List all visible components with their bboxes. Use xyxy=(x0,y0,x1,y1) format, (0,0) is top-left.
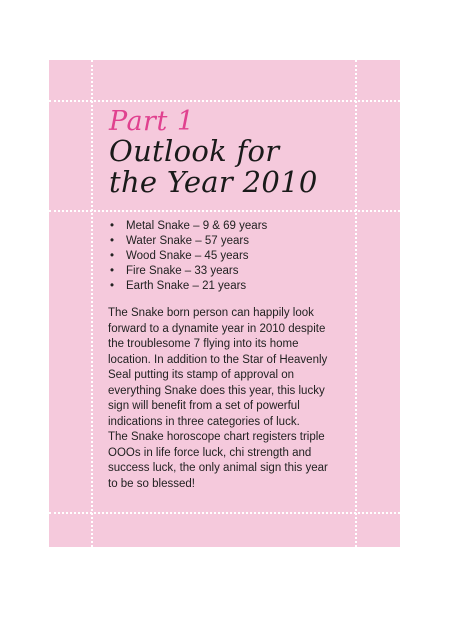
list-item-label: Metal Snake – 9 & 69 years xyxy=(126,220,268,232)
chapter-heading xyxy=(109,108,369,198)
bullet: • xyxy=(110,250,115,262)
dotted-line-bottom xyxy=(49,512,400,514)
list-item-label: Fire Snake – 33 years xyxy=(126,265,239,277)
chapter-title-line-2: the Year 2010 xyxy=(109,165,318,199)
list-item xyxy=(110,234,267,249)
chapter-title-line-1: Outlook for xyxy=(109,134,280,168)
list-item xyxy=(110,249,267,264)
bullet: • xyxy=(110,220,115,232)
body-paragraph-1: The Snake born person can happily look forward to a dynamite year in 2010 despite the troublesome 7 flying into its home location. In addition to the Star of Heavenly Seal putting its stamp of approval on everything Snake does this year, this lucky sign will benefit from a set of powerful indications in three categories of luck. xyxy=(108,307,328,428)
list-item xyxy=(110,264,267,279)
bullet: • xyxy=(110,265,115,277)
body-paragraph-2: The Snake horoscope chart registers triple OOOs in life force luck, chi strength and success luck, the only animal sign this year to be so blessed! xyxy=(108,431,328,490)
list-item-label: Earth Snake – 21 years xyxy=(126,280,247,292)
part-label: Part 1 xyxy=(109,106,195,137)
list-item-label: Wood Snake – 45 years xyxy=(126,250,249,262)
dotted-line-top xyxy=(49,100,400,102)
list-item-label: Water Snake – 57 years xyxy=(126,235,249,247)
dotted-line-middle xyxy=(49,210,400,212)
dotted-line-left xyxy=(91,60,93,547)
list-item xyxy=(110,219,267,234)
snake-ages-list xyxy=(110,219,267,294)
bullet: • xyxy=(110,235,115,247)
list-item xyxy=(110,279,267,294)
body-text xyxy=(108,306,340,492)
bullet: • xyxy=(110,280,115,292)
